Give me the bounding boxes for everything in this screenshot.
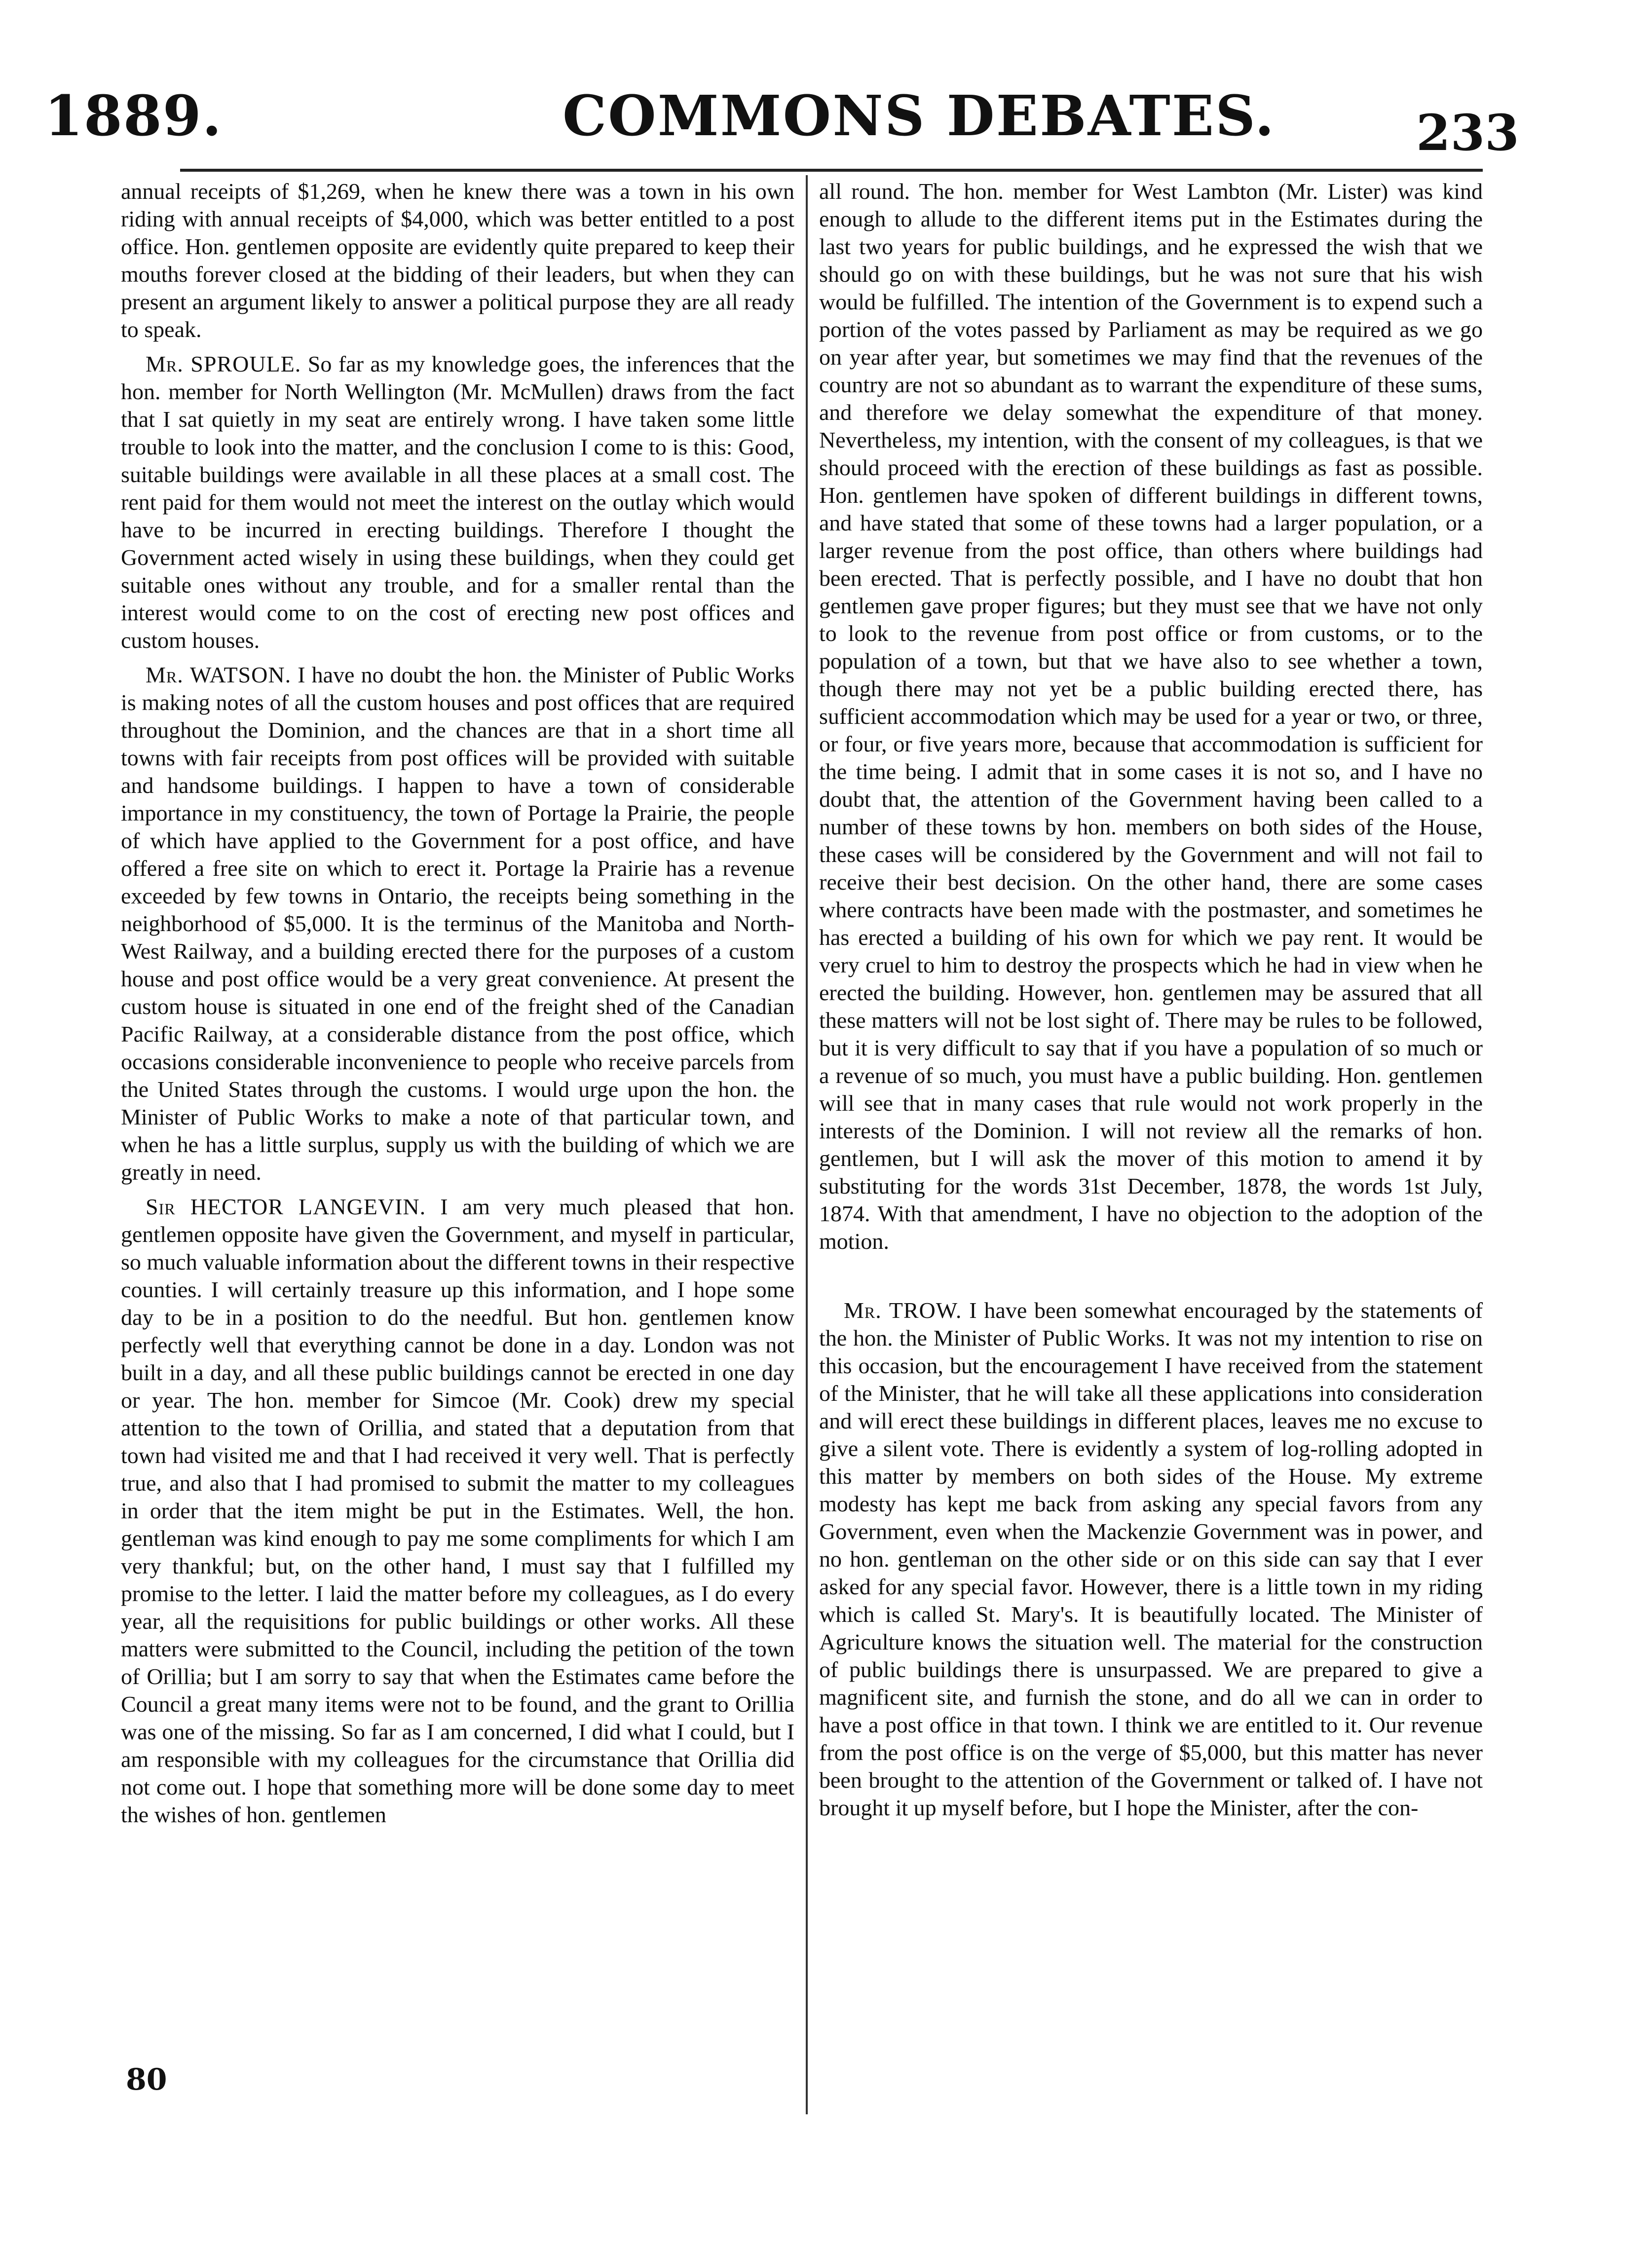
- paragraph: [121, 350, 794, 654]
- paragraph: [121, 1193, 794, 1829]
- paragraph-text: I am very much pleased that hon. gentlemen opposite have given the Government, and myself in particular, so much valuable information about the different towns in their respective counties. I will certainly treasure up this information, and I hope some day to be in a position to do the needful. But hon. gentlemen know perfectly well that everything cannot be done in a day. London was not built in a day, and all these public buildings cannot be erected in one day or year. The hon. member for Simcoe (Mr. Cook) drew my special attention to the town of Orillia, and stated that a deputation from that town had visited me and that I had received it very well. That is perfectly true, and also that I had promised to submit the matter to my colleagues in order that the item might be put in the Estimates. Well, the hon. gentleman was kind enough to pay me some compliments for which I am very thankful; but, on the other hand, I must say that I fulfilled my promise to the letter. I laid the matter before my colleagues, as I do every year, all the requisitions for public buildings or other works. All these matters were submitted to the Council, including the petition of the town of Orillia; but I am sorry to say that when the Estimates came before the Council a great many items were not to be found, and the grant to Orillia was one of the missing. So far as I am concerned, I did what I could, but I am responsible with my colleagues for the circumstance that Orillia did not come out. I hope that something more will be done some day to meet the wishes of hon. gentlemen: [121, 1194, 794, 1827]
- paragraph-text: I have been somewhat encouraged by the statements of the hon. the Minister of Public Works. It was not my intention to rise on this occasion, but the encouragement I have received from the statement of the Minister, that he will take all these applications into consideration and will erect these buildings in different places, leaves me no excuse to give a silent vote. There is evidently a system of log-rolling adopted in this matter by members on both sides of the House. My extreme modesty has kept me back from asking any special favors from any Government, even when the Mackenzie Government was in power, and no hon. gentleman on the other side or on this side can say that I ever asked for any special favor. However, there is a little town in my riding which is called St. Mary's. It is beautifully located. The Minister of Agriculture knows the situation well. The material for the construction of public buildings there is unsurpassed. We are prepared to give a magnificent site, and furnish the stone, and do all we can in order to have a post office in that town. I think we are entitled to it. Our revenue from the post office is on the verge of $5,000, but this matter has never been brought to the attention of the Government or talked of. I have not brought it up myself before, but I hope the Minister, after the con-: [819, 1298, 1483, 1820]
- speaker-name: Mr. TROW.: [844, 1298, 962, 1323]
- signature-mark: 80: [126, 2062, 167, 2097]
- paragraph-text: all round. The hon. member for West Lambton (Mr. Lister) was kind enough to allude to the different items put in the Estimates during the last two years for public buildings, and he expressed the wish that we should go on with these buildings, but he was not sure that his wish would be fulfilled. The intention of the Government is to expend such a portion of the votes passed by Parliament as may be required as we go on year after year, but sometimes we may find that the revenues of the country are not so abundant as to warrant the expenditure of these sums, and therefore we delay somewhat the expenditure of that money. Nevertheless, my intention, with the consent of my colleagues, is that we should proceed with the erection of these buildings as fast as possible. Hon. gentlemen have spoken of different buildings in different towns, and have stated that some of these towns had a larger population, or a larger revenue from the post office, than others where buildings had been erected. That is perfectly possible, and I have no doubt that hon gentlemen gave proper figures; but they must see that we have not only to look to the revenue from post office or from customs, or to the population of a town, but that we have also to see whether a town, though there may not yet be a public building erected there, has sufficient accommodation which may be used for a year or two, or three, or four, or five years more, because that accommodation is sufficient for the time being. I admit that in some cases it is not so, and I have no doubt that, the attention of the Government having been called to a number of these towns by hon. members on both sides of the House, these cases will be considered by the Government and will not fail to receive their best decision. On the other hand, there are some cases where contracts have been made with the postmaster, and sometimes he has erected a building of his own for which we pay rent. It would be very cruel to him to destroy the prospects which he had in view when he erected the building. However, hon. gentlemen may be assured that all these matters will not be lost sight of. There may be rules to be followed, but it is very difficult to say that if you have a population of so much or a revenue of so much, you must have a public building. Hon. gentlemen will see that in many cases that rule would not work properly in the interests of the Dominion. I will not review all the remarks of hon. gentlemen, but I will ask the mover of this motion to amend it by substituting for the words 31st December, 1878, the words 1st July, 1874. With that amendment, I have no objection to the adoption of the motion.: [819, 179, 1483, 1254]
- speaker-name: Mr. SPROULE.: [146, 351, 301, 376]
- paragraph: [121, 661, 794, 1186]
- speaker-name: Sir HECTOR LANGEVIN.: [146, 1194, 426, 1219]
- page-number: 233: [1416, 104, 1519, 162]
- right-column: [819, 178, 1483, 1822]
- header-title: COMMONS DEBATES.: [563, 84, 1276, 149]
- header-year: 1889.: [44, 84, 223, 149]
- speaker-name: Mr. WATSON.: [146, 662, 292, 687]
- paragraph: [121, 178, 794, 343]
- left-column: [121, 178, 794, 1829]
- paragraph-text: I have no doubt the hon. the Minister of Public Works is making notes of all the custom houses and post offices that are required throughout the Dominion, and the chances are that in a short time all towns with fair receipts from post offices will be provided with suitable and handsome buildings. I happen to have a town of considerable importance in my constituency, the town of Portage la Prairie, the people of which have applied to the Government for a post office, and have offered a free site on which to erect it. Portage la Prairie has a revenue exceeded by few towns in Ontario, the receipts being something in the neighborhood of $5,000. It is the terminus of the Manitoba and North-West Railway, and a building erected there for the purposes of a custom house and post office would be a very great convenience. At present the custom house is situated in one end of the freight shed of the Canadian Pacific Railway, at a considerable distance from the post office, which occasions considerable inconvenience to people who receive parcels from the United States through the customs. I would urge upon the hon. the Minister of Public Works to make a note of that particular town, and when he has a little surplus, supply us with the building of which we are greatly in need.: [121, 662, 794, 1185]
- paragraph: [819, 1297, 1483, 1822]
- paragraph: [819, 178, 1483, 1255]
- column-divider: [806, 175, 808, 2114]
- header-rule: [180, 169, 1483, 172]
- paragraph-text: annual receipts of $1,269, when he knew there was a town in his own riding with annual receipts of $4,000, which was better entitled to a post office. Hon. gentlemen opposite are evidently quite prepared to keep their mouths forever closed at the bidding of their leaders, but when they can present an argument likely to answer a political purpose they are all ready to speak.: [121, 179, 794, 342]
- paragraph-text: So far as my knowledge goes, the inferences that the hon. member for North Wellington (Mr. McMullen) draws from the fact that I sat quietly in my seat are entirely wrong. I have taken some little trouble to look into the matter, and the conclusion I come to is this: Good, suitable buildings were available in all these places at a small cost. The rent paid for them would not meet the interest on the outlay which would have to be incurred in erecting buildings. Therefore I thought the Government acted wisely in using these buildings, when they could get suitable ones without any trouble, and for a smaller rental than the interest would come to on the cost of erecting new post offices and custom houses.: [121, 351, 795, 653]
